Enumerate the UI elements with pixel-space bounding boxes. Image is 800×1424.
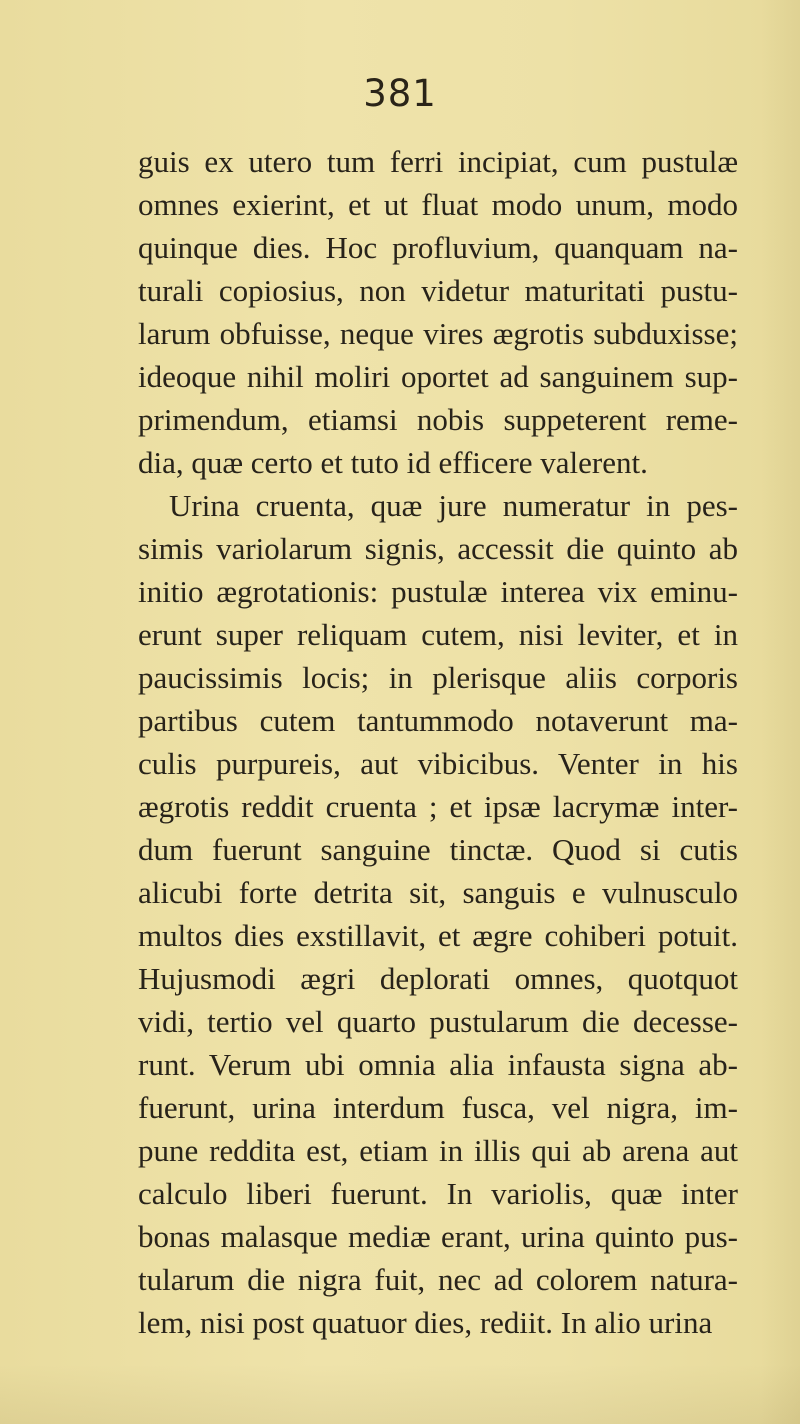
page-number: 381 [363,72,437,115]
text-line: ideoque nihil moliri oportet ad sanguinem sup- [138,359,738,394]
text-line: lem, nisi post quatuor dies, rediit. In alio urina [138,1305,713,1340]
text-line: multos dies exstillavit, et ægre cohiberi potuit. [138,918,738,953]
text-line: partibus cutem tantummodo notaverunt ma- [138,703,738,738]
page-edge-shadow [760,0,800,1424]
text-line: omnes exierint, et ut fluat modo unum, modo [138,187,738,222]
text-line: fuerunt, urina interdum fusca, vel nigra, im- [138,1090,738,1125]
text-line: Hujusmodi ægri deplorati omnes, quotquot [138,961,738,996]
text-line: dia, quæ certo et tuto id efficere valerent. [138,445,648,480]
text-line: guis ex utero tum ferri incipiat, cum pustulæ [138,144,738,179]
page-bottom-shadow [0,1364,800,1424]
text-line: calculo liberi fuerunt. In variolis, quæ inter [138,1176,738,1211]
text-line: runt. Verum ubi omnia alia infausta signa ab- [138,1047,738,1082]
text-line: turali copiosius, non videtur maturitati pustu- [138,273,738,308]
body-text [138,140,738,1344]
text-line: larum obfuisse, neque vires ægrotis subduxisse; [138,316,738,351]
text-line: paucissimis locis; in plerisque aliis corporis [138,660,738,695]
text-line: tularum die nigra fuit, nec ad colorem natura- [138,1262,738,1297]
text-line: dum fuerunt sanguine tinctæ. Quod si cutis [138,832,738,867]
text-line: simis variolarum signis, accessit die quinto ab [138,531,738,566]
text-line: erunt super reliquam cutem, nisi leviter, et in [138,617,738,652]
text-line: bonas malasque mediæ erant, urina quinto pus- [138,1219,738,1254]
text-line: culis purpureis, aut vibicibus. Venter in his [138,746,738,781]
text-line: ægrotis reddit cruenta ; et ipsæ lacrymæ inter- [138,789,738,824]
text-line: Urina cruenta, quæ jure numeratur in pes- [169,488,738,523]
text-line: quinque dies. Hoc profluvium, quanquam na- [138,230,738,265]
text-line: initio ægrotationis: pustulæ interea vix eminu- [138,574,738,609]
text-line: vidi, tertio vel quarto pustularum die decesse- [138,1004,738,1039]
text-line: pune reddita est, etiam in illis qui ab arena aut [138,1133,738,1168]
text-line: primendum, etiamsi nobis suppeterent reme- [138,402,738,437]
text-line: alicubi forte detrita sit, sanguis e vulnusculo [138,875,738,910]
